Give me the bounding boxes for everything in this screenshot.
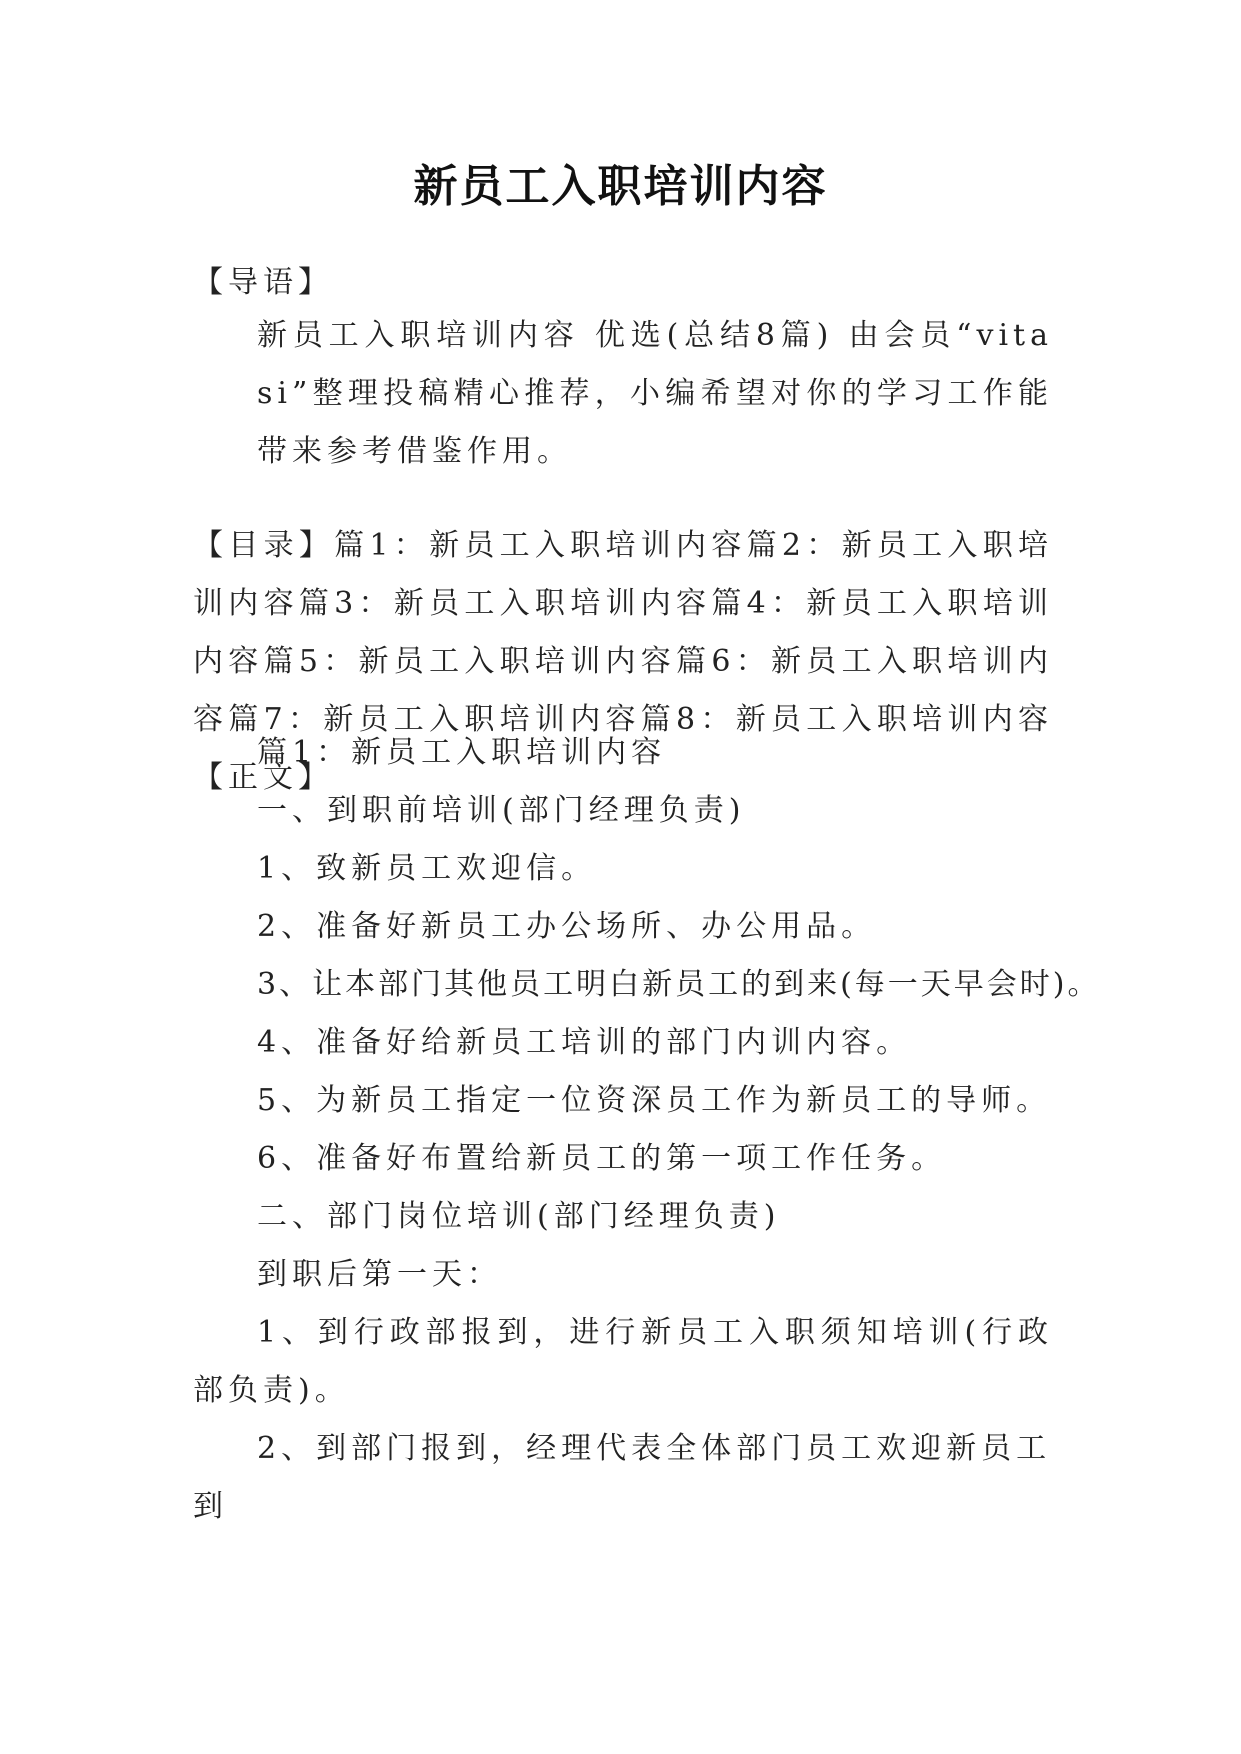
intro-heading-block xyxy=(193,254,1053,312)
body-lines xyxy=(193,724,1101,1304)
list-item: 5、为新员工指定一位资深员工作为新员工的导师。 xyxy=(257,1083,1052,1118)
list-item: 3、让本部门其他员工明白新员工的到来(每一天早会时)。 xyxy=(257,967,1101,1002)
document-title: 新员工入职培训内容 xyxy=(413,161,828,212)
list-item: 4、准备好给新员工培训的部门内训内容。 xyxy=(257,1025,912,1060)
subsection-heading: 一、到职前培训(部门经理负责) xyxy=(257,793,746,828)
day-heading: 到职后第一天： xyxy=(257,1257,502,1292)
list-item-wrapped: 1、到行政部报到，进行新员工入职须知培训(行政部负责)。 xyxy=(193,1315,1053,1408)
list-item: 1、致新员工欢迎信。 xyxy=(257,851,597,886)
intro-heading: 【导语】 xyxy=(193,265,333,300)
list-item-wrapped: 2、到部门报到，经理代表全体部门员工欢迎新员工到 xyxy=(193,1431,1052,1524)
list-item: 2、准备好新员工办公场所、办公用品。 xyxy=(257,909,877,944)
subsection-heading: 二、部门岗位培训(部门经理负责) xyxy=(257,1199,781,1234)
table-of-contents: 【目录】篇1：新员工入职培训内容篇2：新员工入职培训内容篇3：新员工入职培训内容篇4：新员工入职培训内容篇5：新员工入职培训内容篇6：新员工入职培训内容篇7：新员工入职培训内容篇8：新员工入职培训内容【正文】 xyxy=(193,528,1053,795)
section-heading-1: 篇1：新员工入职培训内容 xyxy=(257,735,667,770)
intro-paragraph: 新员工入职培训内容 优选(总结8篇) 由会员“vitasi”整理投稿精心推荐，小编希望对你的学习工作能带来参考借鉴作用。 xyxy=(257,318,1053,469)
list-item: 6、准备好布置给新员工的第一项工作任务。 xyxy=(257,1141,947,1176)
